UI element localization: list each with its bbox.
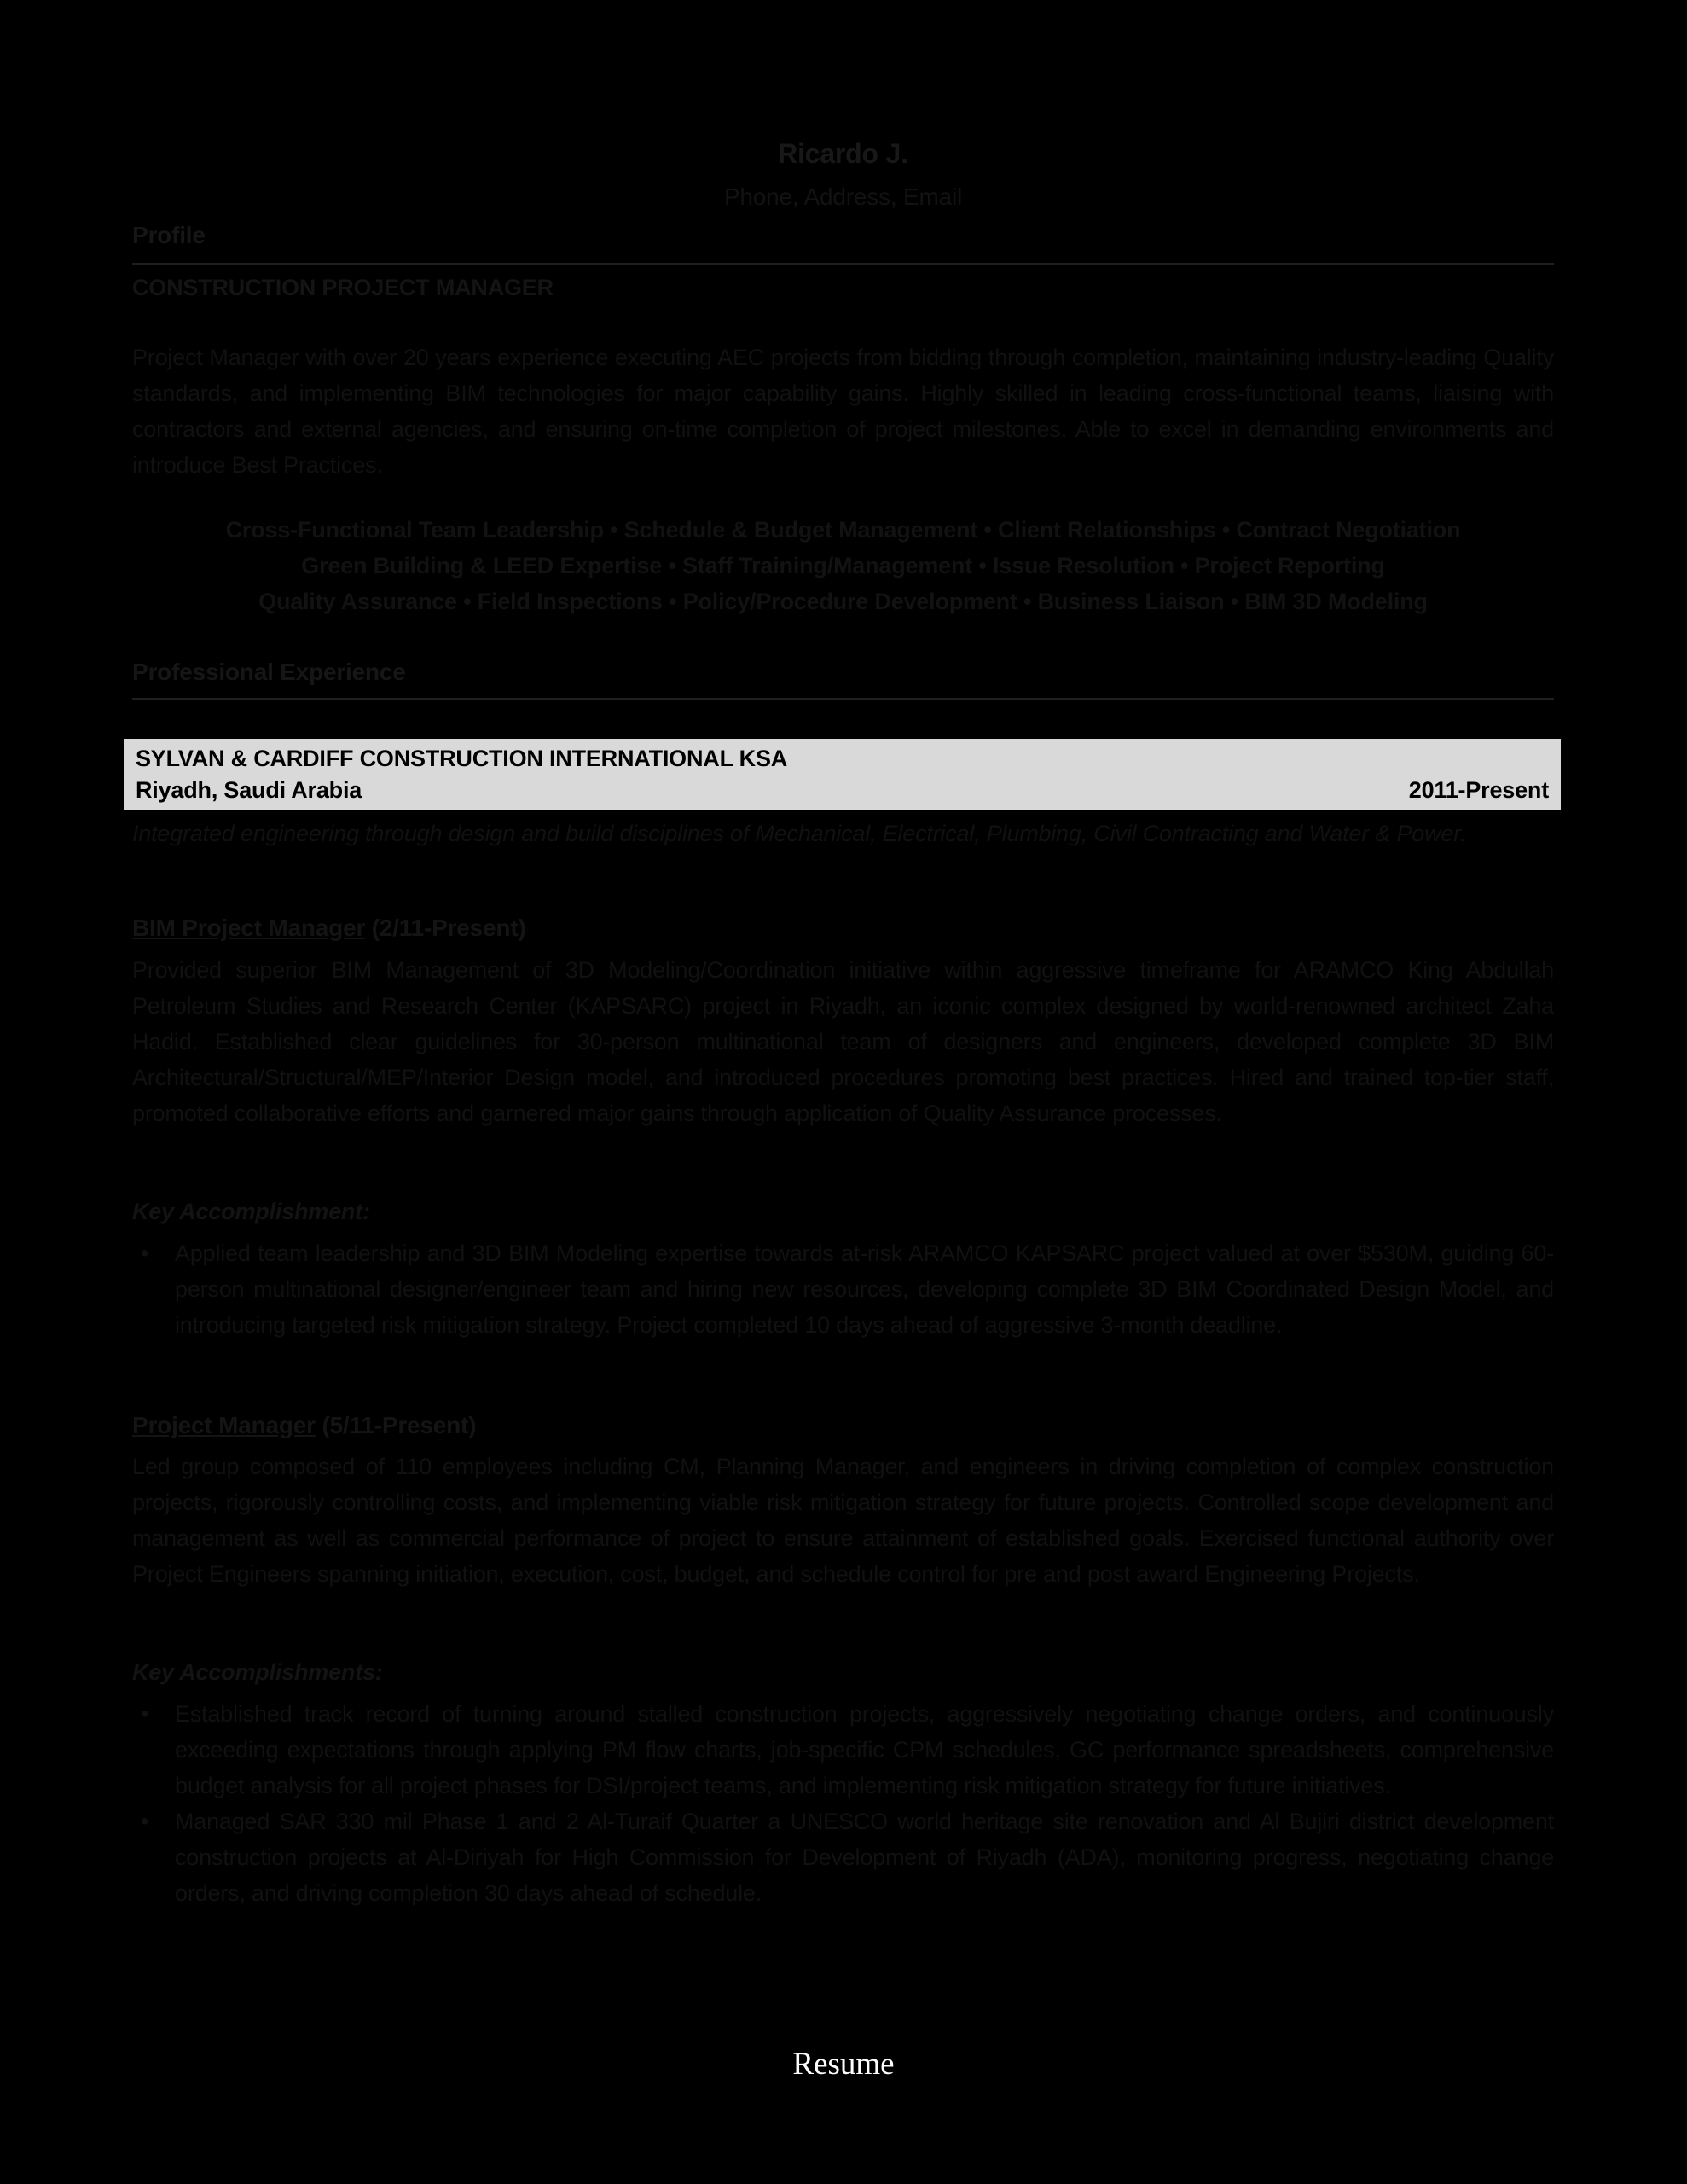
profile-summary: Project Manager with over 20 years experience executing AEC projects from bidding through completion, maintaining industry-leading Quality standards, and implementing BIM technologies for major capability gains. Highly skilled in leading cross-functional teams, liaising with contractors and external agencies, and ensuring on-time completion of project milestones. Able to excel in demanding environments and introduce Best Practices. (132, 345, 1554, 478)
profile-divider (132, 263, 1554, 265)
employer-dates: 2011-Present (1408, 777, 1549, 803)
profile-job-title: CONSTRUCTION PROJECT MANAGER (132, 275, 554, 300)
employer-location: Riyadh, Saudi Arabia (136, 777, 362, 803)
skills-list (132, 512, 1554, 619)
employer-highlight-bar (124, 739, 1561, 810)
employer-description: Integrated engineering through design and build disciplines of Mechanical, Electrical, Plumbing, Civil Contracting and Water & Power. (132, 821, 1467, 846)
experience-section-heading: Professional Experience (132, 659, 406, 685)
role-summary: Provided superior BIM Management of 3D Modeling/Coordination initiative within aggressive timeframe for ARAMCO King Abdullah Petroleum Studies and Research Center (KAPSARC) project in Riyadh, an iconic complex designed by world-renowned architect Zaha Hadid. Established clear guidelines for 30-person multinational team of designers and engineers, developed complete 3D BIM Architectural/Structural/MEP/Interior Design model, and introduced procedures promoting best practices. Hired and trained top-tier staff, promoted collaborative efforts and garnered major gains through application of Quality Assurance processes. (132, 957, 1554, 1126)
role-title: BIM Project Manager (132, 915, 366, 941)
role-title-line (132, 915, 1554, 942)
profile-section-heading: Profile (132, 222, 206, 248)
role-dates: (5/11-Present) (315, 1412, 477, 1438)
employer-meta-row (136, 775, 1549, 806)
bullet-icon: • (141, 1701, 149, 1727)
skills-line: Green Building & LEED Expertise • Staff Training/Management • Issue Resolution • Project Reporting (301, 553, 1385, 578)
key-accomplishments-heading: Key Accomplishments: (132, 1659, 383, 1685)
accomplishment-list (132, 1235, 1554, 1343)
accomplishment-list (132, 1696, 1554, 1911)
accomplishment-text: Applied team leadership and 3D BIM Modeling expertise towards at-risk ARAMCO KAPSARC project valued at over $530M, guiding 60-person multinational designer/engineer team and hiring new resources, developing complete 3D BIM Coordinated Design Model, and introducing targeted risk mitigation strategy. Project completed 10 days ahead of aggressive 3-month deadline. (175, 1240, 1554, 1338)
contact-line: Phone, Address, Email (723, 183, 963, 210)
role-dates: (2/11-Present) (365, 915, 526, 941)
role-title-line (132, 1412, 1554, 1439)
skills-line: Quality Assurance • Field Inspections • Policy/Procedure Development • Business Liaison • BIM 3D Modeling (258, 589, 1428, 614)
accomplishment-item (132, 1804, 1554, 1911)
accomplishment-text: Managed SAR 330 mil Phase 1 and 2 Al-Turaif Quarter a UNESCO world heritage site renovation and Al Bujiri district development construction projects at Al-Diriyah for High Commission for Development of Riyadh (ADA), monitoring progress, negotiating change orders, and driving completion 30 days ahead of schedule. (175, 1809, 1554, 1906)
accomplishment-text: Established track record of turning around stalled construction projects, aggressively negotiating change orders, and continuously exceeding expectations through applying PM flow charts, job-specific CPM schedules, GC performance spreadsheets, comprehensive budget analysis for all project phases for DSI/project teams, and implementing risk mitigation strategy for future initiatives. (175, 1701, 1554, 1798)
resume-content (132, 0, 1554, 2184)
key-accomplishment-heading: Key Accomplishment: (132, 1199, 370, 1224)
employer-company: SYLVAN & CARDIFF CONSTRUCTION INTERNATIONAL KSA (136, 746, 788, 771)
resume-name: Ricardo J. (778, 138, 908, 169)
experience-divider (132, 698, 1554, 700)
page-footer-label: Resume (792, 2047, 895, 2082)
bullet-icon: • (141, 1809, 149, 1834)
role-summary: Led group composed of 110 employees including CM, Planning Manager, and engineers in driving completion of complex construction projects, rigorously controlling costs, and implementing viable risk mitigation strategy for future projects. Controlled scope development and management as well as commercial performance of project to ensure attainment of established goals. Exercised functional authority over Project Engineers spanning initiation, execution, cost, budget, and schedule control for pre and post award Engineering Projects. (132, 1454, 1554, 1587)
role-title: Project Manager (132, 1412, 316, 1438)
skills-line: Cross-Functional Team Leadership • Schedule & Budget Management • Client Relationships • Contract Negotiation (225, 517, 1461, 543)
bullet-icon: • (141, 1240, 149, 1266)
accomplishment-item (132, 1696, 1554, 1804)
accomplishment-item (132, 1235, 1554, 1343)
